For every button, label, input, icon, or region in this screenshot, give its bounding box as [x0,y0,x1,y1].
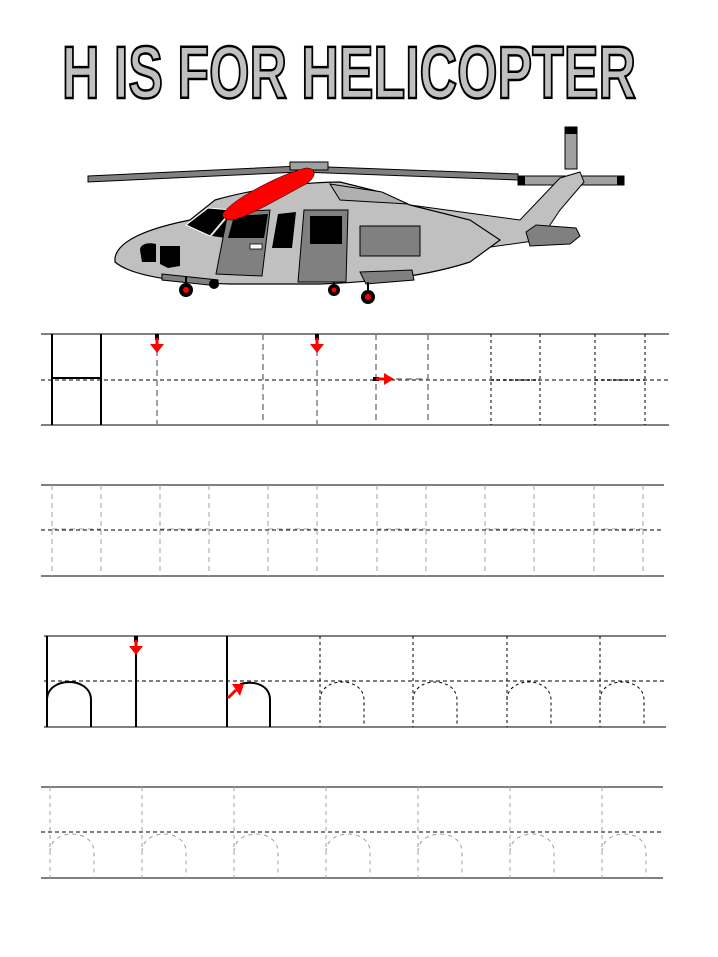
stroke-arrow-icon [310,334,324,353]
stroke-arrow-icon [129,636,143,655]
row-lowercase-trace [44,636,666,727]
row-uppercase-trace [41,334,669,425]
row-uppercase-practice [41,485,664,576]
stroke-arrow-icon [228,684,244,698]
stroke-arrow-icon [373,373,428,385]
row-lowercase-practice [41,787,663,878]
stroke-arrow-icon [150,334,164,353]
title-text: H IS FOR HELICOPTER [62,31,636,108]
